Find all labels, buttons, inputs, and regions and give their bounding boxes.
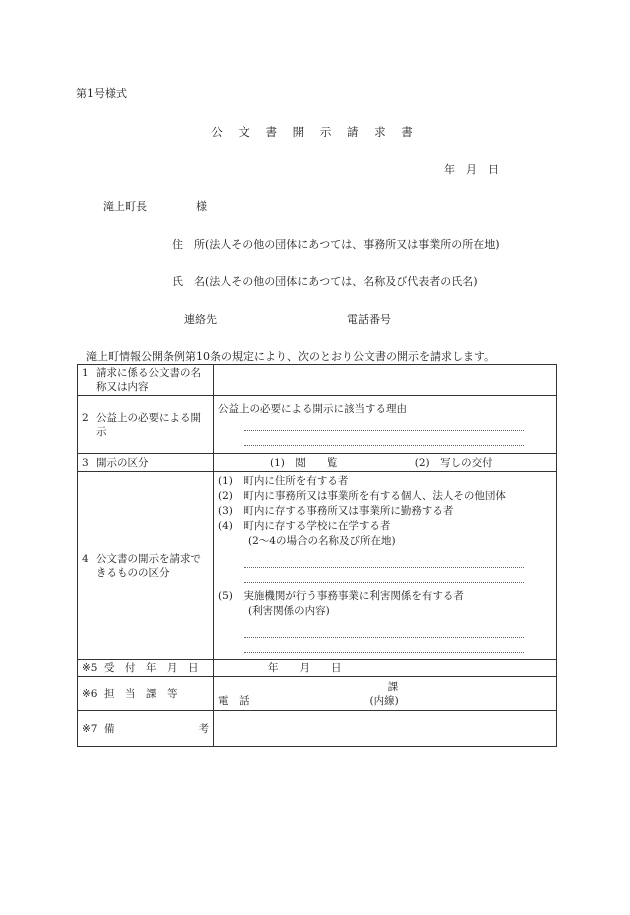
honorific: 様 [196, 200, 207, 213]
row-label: 開示の区分 [96, 456, 149, 469]
name-line: 氏 名(法人その他の団体にあつては、名称及び代表者の氏名) [172, 275, 478, 288]
dotted-line[interactable] [244, 640, 524, 653]
dotted-line [244, 418, 524, 431]
row-label: 考 [198, 722, 209, 735]
row-number: ※5 [82, 662, 98, 674]
category-item-5[interactable]: (5) 実施機関が行う事務事業に利害関係を有する者 [218, 590, 464, 602]
row4-label-cell [78, 472, 214, 660]
document-title: 公 文 書 開 示 請 求 書 [211, 125, 419, 139]
row5-label-cell [78, 660, 214, 677]
remarks-field[interactable] [214, 711, 557, 747]
extension-label: (内線) [369, 694, 399, 707]
row2-label-cell [78, 396, 214, 454]
row1-label-cell [78, 365, 214, 396]
category-item-1[interactable]: (1) 町内に住所を有する者 [218, 475, 349, 487]
row-number: 4 [82, 552, 89, 565]
row-label: 担 当 課 等 [104, 687, 178, 700]
table-row [78, 677, 557, 711]
ka-label: 課 [387, 680, 399, 693]
row-label: 請求に係る公文書の名称又は内容 [96, 367, 201, 393]
row-number: ※6 [82, 687, 98, 700]
row3-label-cell [78, 454, 214, 472]
dotted-line[interactable] [244, 555, 524, 568]
row-label: 公文書の開示を請求できるものの区分 [96, 552, 201, 579]
intro-text: 滝上町情報公開条例第10条の規定により、次のとおり公文書の開示を請求します。 [86, 350, 496, 363]
category-note-5: (利害関係の内容) [248, 605, 330, 617]
addressee: 滝上町長 [103, 200, 147, 213]
reason-label: 公益上の必要による開示に該当する理由 [218, 403, 407, 415]
request-form-table [77, 364, 557, 747]
disclosure-type-cell [214, 454, 557, 472]
table-row [78, 365, 557, 396]
document-name-field[interactable] [214, 365, 557, 396]
received-date: 年 月 日 [268, 662, 342, 674]
table-row [78, 454, 557, 472]
dotted-line[interactable] [244, 625, 524, 638]
row7-label-cell [78, 711, 214, 747]
row-number: 3 [82, 456, 89, 469]
option-copy[interactable]: (2) 写しの交付 [414, 456, 493, 469]
form-number: 第1号様式 [76, 87, 127, 100]
table-row [78, 660, 557, 677]
table-row [78, 711, 557, 747]
row-label: 備 [104, 722, 115, 735]
public-interest-field[interactable] [214, 396, 557, 454]
dotted-line[interactable] [244, 570, 524, 583]
option-inspection[interactable]: (1) 閲 覧 [270, 456, 338, 469]
category-item-4[interactable]: (4) 町内に存する学校に在学する者 [218, 520, 391, 532]
address-line: 住 所(法人その他の団体にあつては、事務所又は事業所の所在地) [172, 238, 500, 251]
department-field[interactable] [214, 677, 557, 711]
date-line: 年 月 日 [444, 163, 499, 176]
tel-label: 電 話 [218, 694, 250, 707]
received-date-field[interactable] [214, 660, 557, 677]
table-row [78, 472, 557, 660]
category-item-3[interactable]: (3) 町内に存する事務所又は事業所に勤務する者 [218, 505, 454, 517]
contact-label: 連絡先 [184, 313, 217, 326]
requester-category-cell [214, 472, 557, 660]
row-label: 受 付 年 月 日 [104, 662, 199, 674]
row-label: 公益上の必要による開示 [96, 411, 201, 438]
row-number: 1 [82, 367, 89, 379]
category-item-2[interactable]: (2) 町内に事務所又は事業所を有する個人、法人その他団体 [218, 490, 506, 502]
row-number: 2 [82, 411, 89, 424]
row6-label-cell [78, 677, 214, 711]
row-number: ※7 [82, 722, 98, 735]
table-row [78, 396, 557, 454]
dotted-line [244, 433, 524, 446]
category-note-2-4: (2～4の場合の名称及び所在地) [248, 535, 396, 547]
phone-label: 電話番号 [347, 313, 391, 326]
